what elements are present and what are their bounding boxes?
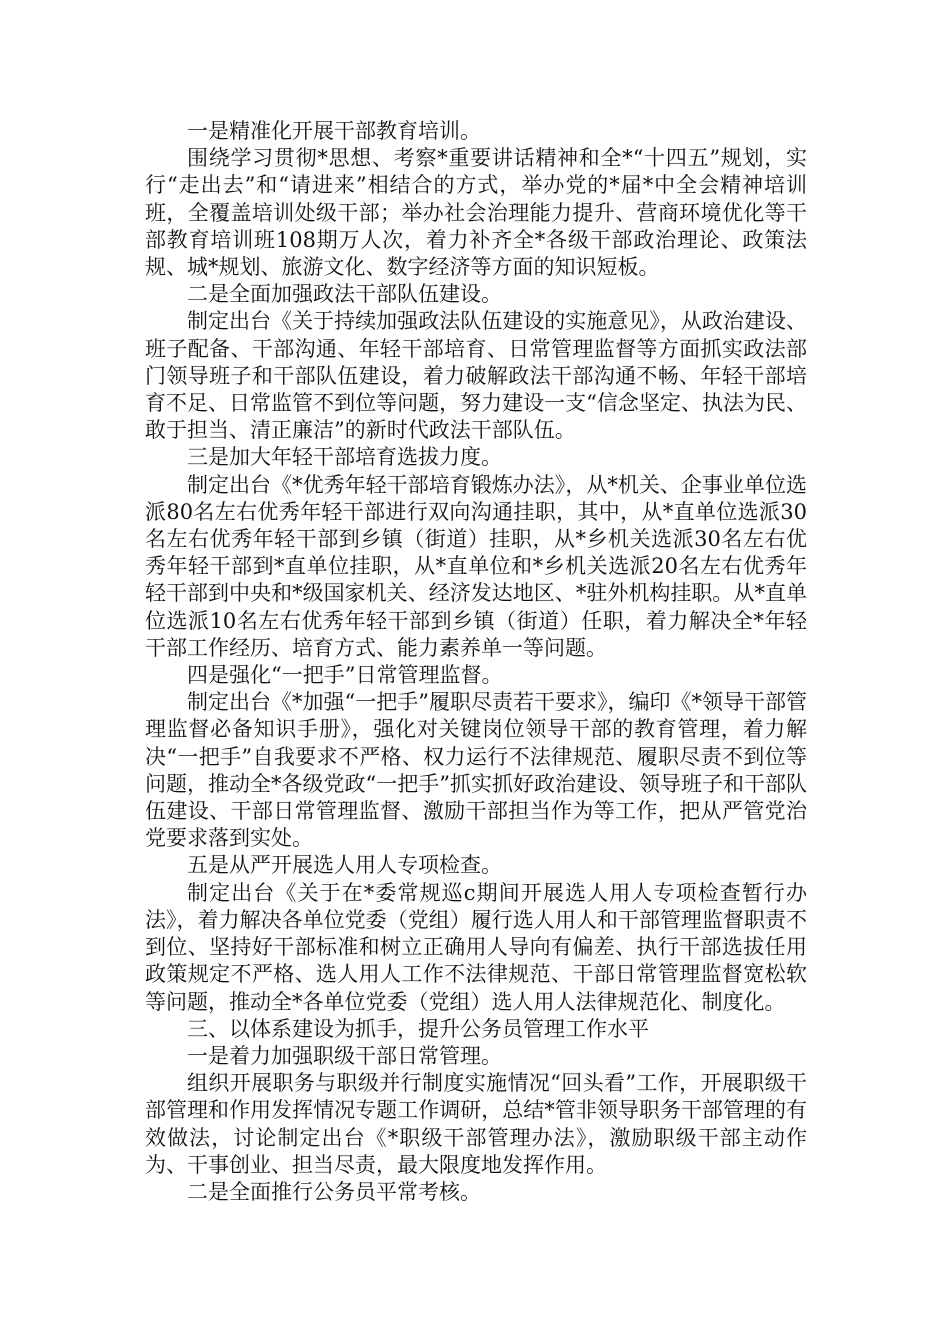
heading-cadre-education-training: 一是精准化开展干部教育培训。 bbox=[187, 119, 481, 143]
heading-young-cadre-selection: 三是加大年轻干部培育选拔力度。 bbox=[187, 445, 502, 470]
document-body bbox=[145, 118, 807, 1206]
paragraph-rank-cadre-management: 组织开展职务与职级并行制度实施情况“回头看”工作，开展职级干部管理和作用发挥情况专题工作调研，总结*管非领导职务干部管理的有效做法，讨论制定出台《*职级干部管理办法》，激励职级干部主动作为、干事创业、担当尽责，最大限度地发挥作用。 bbox=[145, 1071, 807, 1177]
heading-rank-cadre-management: 一是着力加强职级干部日常管理。 bbox=[187, 1043, 502, 1068]
heading-political-legal-team: 二是全面加强政法干部队伍建设。 bbox=[187, 282, 502, 307]
paragraph-cadre-education-training: 围绕学习贯彻*思想、考察*重要讲话精神和全*“十四五”规划，实行“走出去”和“请进来”相结合的方式，举办党的*届*中全会精神培训班，全覆盖培训处级干部；举办社会治理能力提升、营商环境优化等干部教育培训班108期万人次，着力补齐全*各级干部政治理论、政策法规、城*规划、旅游文化、数字经济等方面的知识短板。 bbox=[145, 146, 807, 280]
paragraph-young-cadre-selection: 制定出台《*优秀年轻干部培育锻炼办法》，从*机关、企事业单位选派80名左右优秀年轻干部进行双向沟通挂职，其中，从*直单位选派30名左右优秀年轻干部到乡镇（街道）挂职，从*乡机关选派30名左右优秀年轻干部到*直单位挂职，从*直单位和*乡机关选派20名左右优秀年轻干部到中央和*级国家机关、经济发达地区、*驻外机构挂职。从*直单位选派10名左右优秀年轻干部到乡镇（街道）任职，着力解决全*年轻干部工作经历、培育方式、能力素养单一等问题。 bbox=[145, 472, 807, 660]
paragraph-political-legal-team: 制定出台《关于持续加强政法队伍建设的实施意见》，从政治建设、班子配备、干部沟通、年轻干部培育、日常管理监督等方面抓实政法部门领导班子和干部队伍建设，着力破解政法干部沟通不畅、年轻干部培育不足、日常监管不到位等问题，努力建设一支“信念坚定、执法为民、敢于担当、清正廉洁”的新时代政法干部队伍。 bbox=[145, 309, 807, 443]
heading-top-leader-supervision: 四是强化“一把手”日常管理监督。 bbox=[187, 663, 503, 688]
heading-civil-servant-assessment: 二是全面推行公务员平常考核。 bbox=[187, 1179, 481, 1204]
section-heading-civil-servant-management: 三、以体系建设为抓手，提升公务员管理工作水平 bbox=[187, 1016, 649, 1041]
paragraph-personnel-inspection: 制定出台《关于在*委常规巡c期间开展选人用人专项检查暂行办法》，着力解决各单位党委（党组）履行选人用人和干部管理监督职责不到位、坚持好干部标准和树立正确用人导向有偏差、执行干部选拔任用政策规定不严格、选人用人工作不法律规范、干部日常管理监督宽松软等问题，推动全*各单位党委（党组）选人用人法律规范化、制度化。 bbox=[145, 880, 807, 1014]
paragraph-top-leader-supervision: 制定出台《*加强“一把手”履职尽责若干要求》，编印《*领导干部管理监督必备知识手册》，强化对关键岗位领导干部的教育管理，着力解决“一把手”自我要求不严格、权力运行不法律规范、履职尽责不到位等问题，推动全*各级党政“一把手”抓实抓好政治建设、领导班子和干部队伍建设、干部日常管理监督、激励干部担当作为等工作，把从严管党治党要求落到实处。 bbox=[145, 690, 807, 851]
heading-personnel-inspection: 五是从严开展选人用人专项检查。 bbox=[187, 853, 502, 878]
